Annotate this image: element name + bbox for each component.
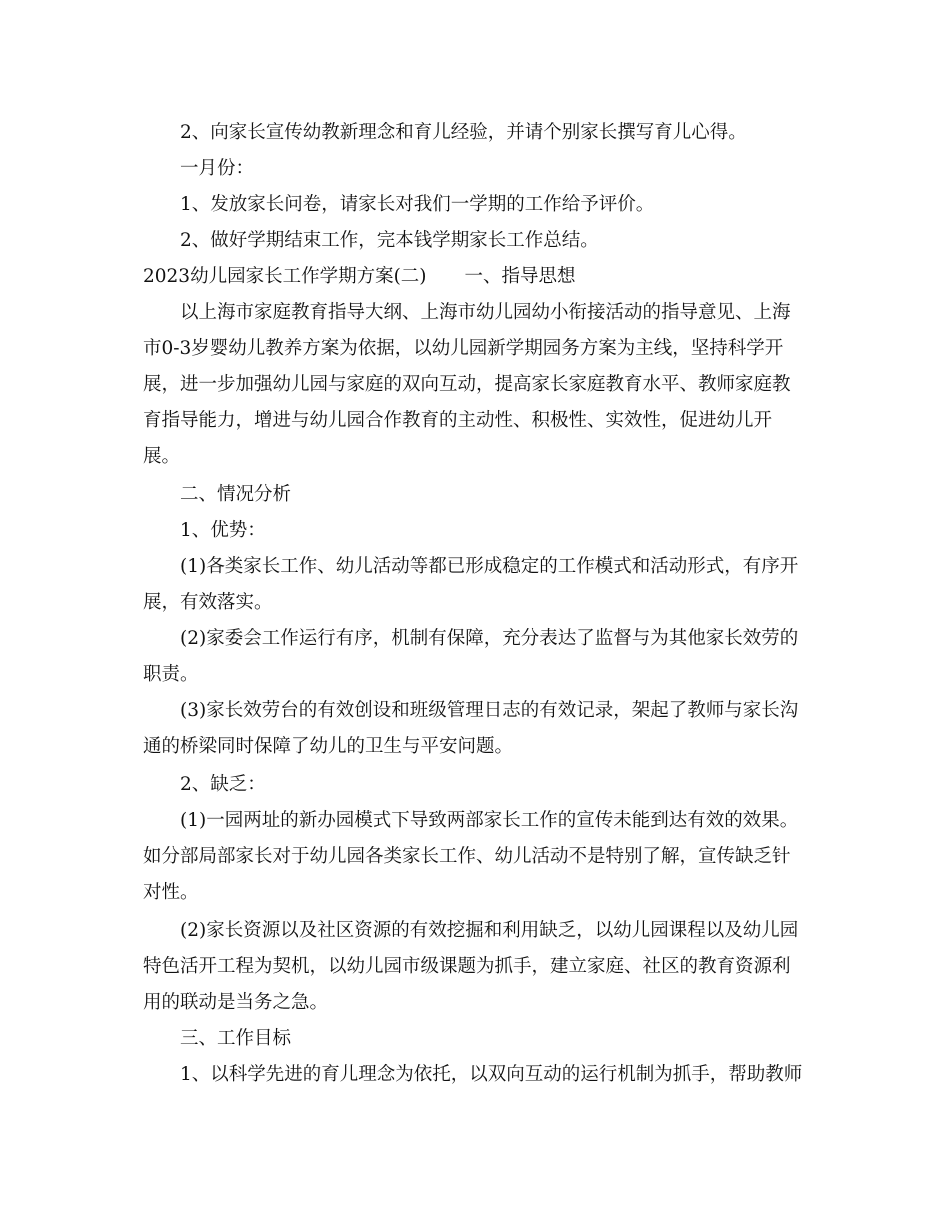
paragraph-line: 展，有效落实。 [143, 592, 273, 613]
paragraph-line: 2、向家长宣传幼教新理念和育儿经验，并请个别家长撰写育儿心得。 [180, 122, 747, 143]
paragraph-line: 对性。 [143, 882, 199, 903]
subsection-heading: 2、缺乏： [180, 774, 266, 795]
paragraph-line: 2、做好学期结束工作，完本钱学期家长工作总结。 [180, 230, 599, 251]
month-heading: 一月份： [180, 158, 255, 179]
paragraph-line: 展，进一步加强幼儿园与家庭的双向互动，提高家长家庭教育水平、教师家庭教 [143, 374, 791, 395]
paragraph-line: (2)家长资源以及社区资源的有效挖掘和利用缺乏，以幼儿园课程以及幼儿园 [180, 920, 799, 941]
paragraph-line: 1、发放家长问卷，请家长对我们一学期的工作给予评价。 [180, 194, 655, 215]
paragraph-line: (3)家长效劳台的有效创设和班级管理日志的有效记录，架起了教师与家长沟 [180, 700, 799, 721]
document-title: 2023幼儿园家长工作学期方案(二) [143, 266, 427, 287]
paragraph-line: 市0-3岁婴幼儿教养方案为依据，以幼儿园新学期园务方案为主线，坚持科学开 [143, 338, 784, 359]
subsection-heading: 1、优势： [180, 520, 266, 541]
section-heading: 三、工作目标 [180, 1028, 292, 1049]
paragraph-line: (1)各类家长工作、幼儿活动等都已形成稳定的工作模式和活动形式，有序开 [180, 556, 799, 577]
section-heading: 一、指导思想 [464, 266, 576, 287]
paragraph-line: 特色活开工程为契机，以幼儿园市级课题为抓手，建立家庭、社区的教育资源利 [143, 956, 791, 977]
paragraph-line: 通的桥梁同时保障了幼儿的卫生与平安问题。 [143, 736, 514, 757]
paragraph-line: (1)一园两址的新办园模式下导致两部家长工作的宣传未能到达有效的效果。 [180, 810, 799, 831]
paragraph-line: (2)家委会工作运行有序，机制有保障，充分表达了监督与为其他家长效劳的 [180, 628, 799, 649]
document-title-line [143, 259, 576, 295]
paragraph-line: 展。 [143, 446, 181, 467]
paragraph-line: 1、以科学先进的育儿理念为依托，以双向互动的运行机制为抓手，帮助教师 [180, 1064, 803, 1085]
paragraph-line: 育指导能力，增进与幼儿园合作教育的主动性、积极性、实效性，促进幼儿开 [143, 410, 773, 431]
paragraph-line: 用的联动是当务之急。 [143, 992, 329, 1013]
section-heading: 二、情况分析 [180, 484, 292, 505]
paragraph-line: 以上海市家庭教育指导大纲、上海市幼儿园幼小衔接活动的指导意见、上海 [180, 302, 791, 323]
paragraph-line: 职责。 [143, 664, 199, 685]
paragraph-line: 如分部局部家长对于幼儿园各类家长工作、幼儿活动不是特别了解，宣传缺乏针 [143, 846, 791, 867]
